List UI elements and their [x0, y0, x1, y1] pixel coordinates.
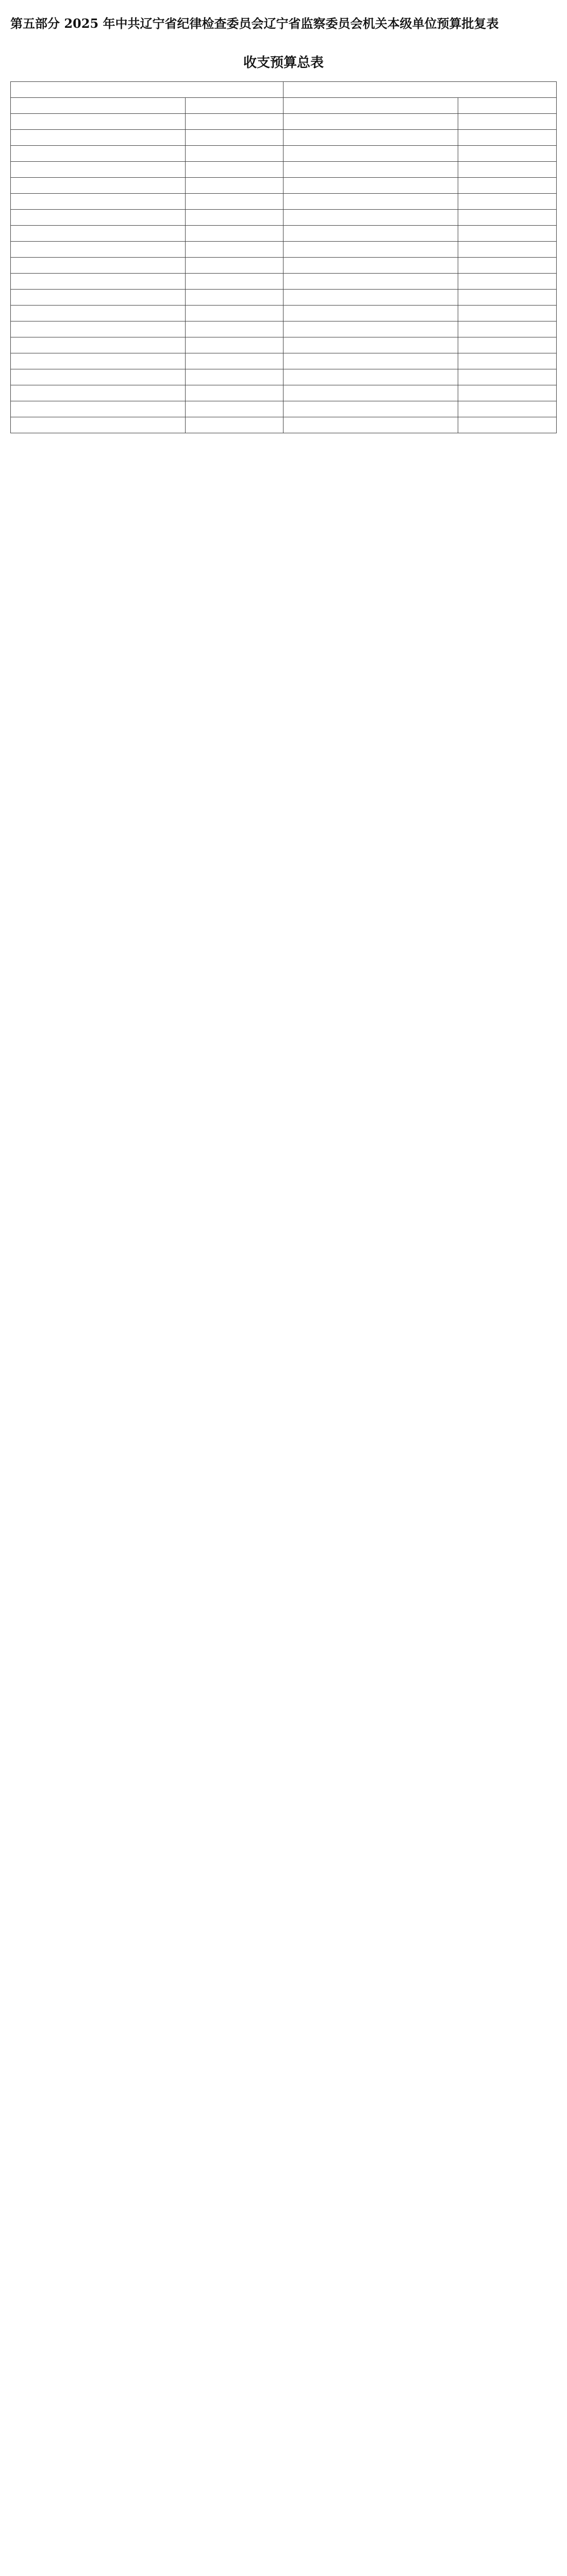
summary-income-amount-cell	[185, 290, 284, 306]
summary-exp-item-cell	[284, 162, 458, 178]
summary-income-item-cell	[11, 210, 186, 226]
summary-income-item-cell	[11, 178, 186, 194]
summary-income-item-cell	[11, 385, 186, 401]
table-row	[11, 226, 557, 242]
summary-income-item-cell	[11, 242, 186, 258]
table-row	[11, 210, 557, 226]
summary-exp-amount-cell	[458, 306, 557, 321]
table-row	[11, 194, 557, 210]
summary-exp-amount-cell	[458, 114, 557, 130]
summary-income-amount-cell	[185, 321, 284, 337]
summary-income-amount-cell	[185, 114, 284, 130]
summary-income-item-cell	[11, 194, 186, 210]
table-row	[11, 258, 557, 274]
summary-exp-amount-cell	[458, 258, 557, 274]
table-row	[11, 369, 557, 385]
summary-income-amount-cell	[185, 162, 284, 178]
summary-exp-amount-cell	[458, 178, 557, 194]
summary-total-income-label	[11, 417, 186, 433]
summary-income-item-cell	[11, 114, 186, 130]
summary-exp-amount-cell	[458, 194, 557, 210]
summary-income-amount-cell	[185, 306, 284, 321]
summary-income-header	[11, 82, 284, 98]
summary-exp-amount-cell	[458, 146, 557, 162]
summary-exp-amount-cell	[458, 337, 557, 353]
summary-income-amount-cell	[185, 369, 284, 385]
summary-income-item-cell	[11, 146, 186, 162]
summary-exp-amount-cell	[458, 274, 557, 290]
summary-exp-item-cell	[284, 194, 458, 210]
summary-exp-item-cell	[284, 353, 458, 369]
summary-total-exp-label	[284, 417, 458, 433]
summary-income-item-cell	[11, 306, 186, 321]
table-row	[11, 130, 557, 146]
summary-total-exp-amount	[458, 417, 557, 433]
summary-income-item-cell	[11, 353, 186, 369]
summary-income-amount-cell	[185, 130, 284, 146]
summary-income-item-cell	[11, 226, 186, 242]
summary-exp-item-cell	[284, 306, 458, 321]
summary-exp-amount-cell	[458, 130, 557, 146]
table-row	[11, 321, 557, 337]
summary-exp-amount-cell	[458, 210, 557, 226]
summary-exp-amount-header	[458, 98, 557, 114]
summary-exp-item-cell	[284, 226, 458, 242]
summary-exp-item-cell	[284, 242, 458, 258]
summary-header-row-2	[11, 98, 557, 114]
summary-exp-item-cell	[284, 337, 458, 353]
summary-income-amount-cell	[185, 274, 284, 290]
summary-income-amount-cell	[185, 178, 284, 194]
summary-exp-item-cell	[284, 130, 458, 146]
summary-exp-item-cell	[284, 146, 458, 162]
summary-income-item-cell	[11, 274, 186, 290]
table-row	[11, 114, 557, 130]
summary-exp-item-cell	[284, 321, 458, 337]
summary-exp-item-cell	[284, 210, 458, 226]
summary-income-amount-cell	[185, 337, 284, 353]
summary-income-amount-cell	[185, 401, 284, 417]
table-row	[11, 290, 557, 306]
summary-income-amount-cell	[185, 242, 284, 258]
summary-income-item-cell	[11, 258, 186, 274]
summary-income-item-cell	[11, 321, 186, 337]
summary-exp-amount-cell	[458, 321, 557, 337]
summary-total-income-amount	[185, 417, 284, 433]
summary-exp-item-cell	[284, 114, 458, 130]
summary-exp-amount-cell	[458, 290, 557, 306]
summary-expenditure-header	[284, 82, 557, 98]
table-row	[11, 353, 557, 369]
summary-income-amount-header	[185, 98, 284, 114]
summary-exp-item-header	[284, 98, 458, 114]
summary-exp-item-cell	[284, 274, 458, 290]
summary-exp-amount-cell	[458, 369, 557, 385]
table-row	[11, 337, 557, 353]
summary-income-item-cell	[11, 369, 186, 385]
table-row	[11, 306, 557, 321]
summary-income-amount-cell	[185, 210, 284, 226]
summary-exp-amount-cell	[458, 242, 557, 258]
summary-exp-item-cell	[284, 385, 458, 401]
summary-income-amount-cell	[185, 146, 284, 162]
table-row	[11, 178, 557, 194]
table-row	[11, 242, 557, 258]
summary-exp-amount-cell	[458, 162, 557, 178]
summary-section	[10, 52, 557, 433]
table-row	[11, 274, 557, 290]
summary-income-item-cell	[11, 130, 186, 146]
table-row	[11, 401, 557, 417]
summary-exp-amount-cell	[458, 401, 557, 417]
summary-income-amount-cell	[185, 353, 284, 369]
table-row	[11, 162, 557, 178]
summary-exp-item-cell	[284, 369, 458, 385]
summary-table	[10, 81, 557, 433]
summary-income-amount-cell	[185, 385, 284, 401]
summary-header-row-1	[11, 82, 557, 98]
table-row	[11, 146, 557, 162]
summary-table-body	[11, 114, 557, 417]
document-title: 第五部分 2025 年中共辽宁省纪律检查委员会辽宁省监察委员会机关本级单位预算批复表	[10, 16, 499, 31]
summary-exp-item-cell	[284, 401, 458, 417]
summary-income-item-cell	[11, 162, 186, 178]
summary-income-item-cell	[11, 290, 186, 306]
summary-income-amount-cell	[185, 226, 284, 242]
summary-income-item-header	[11, 98, 186, 114]
summary-section-title: 收支预算总表	[243, 55, 324, 71]
summary-exp-item-cell	[284, 258, 458, 274]
summary-income-amount-cell	[185, 194, 284, 210]
table-row	[11, 385, 557, 401]
summary-income-item-cell	[11, 337, 186, 353]
summary-total-row	[11, 417, 557, 433]
summary-exp-amount-cell	[458, 385, 557, 401]
summary-exp-amount-cell	[458, 226, 557, 242]
summary-exp-item-cell	[284, 178, 458, 194]
summary-exp-amount-cell	[458, 353, 557, 369]
summary-exp-item-cell	[284, 290, 458, 306]
summary-income-amount-cell	[185, 258, 284, 274]
summary-income-item-cell	[11, 401, 186, 417]
budget-document-page	[0, 0, 567, 454]
